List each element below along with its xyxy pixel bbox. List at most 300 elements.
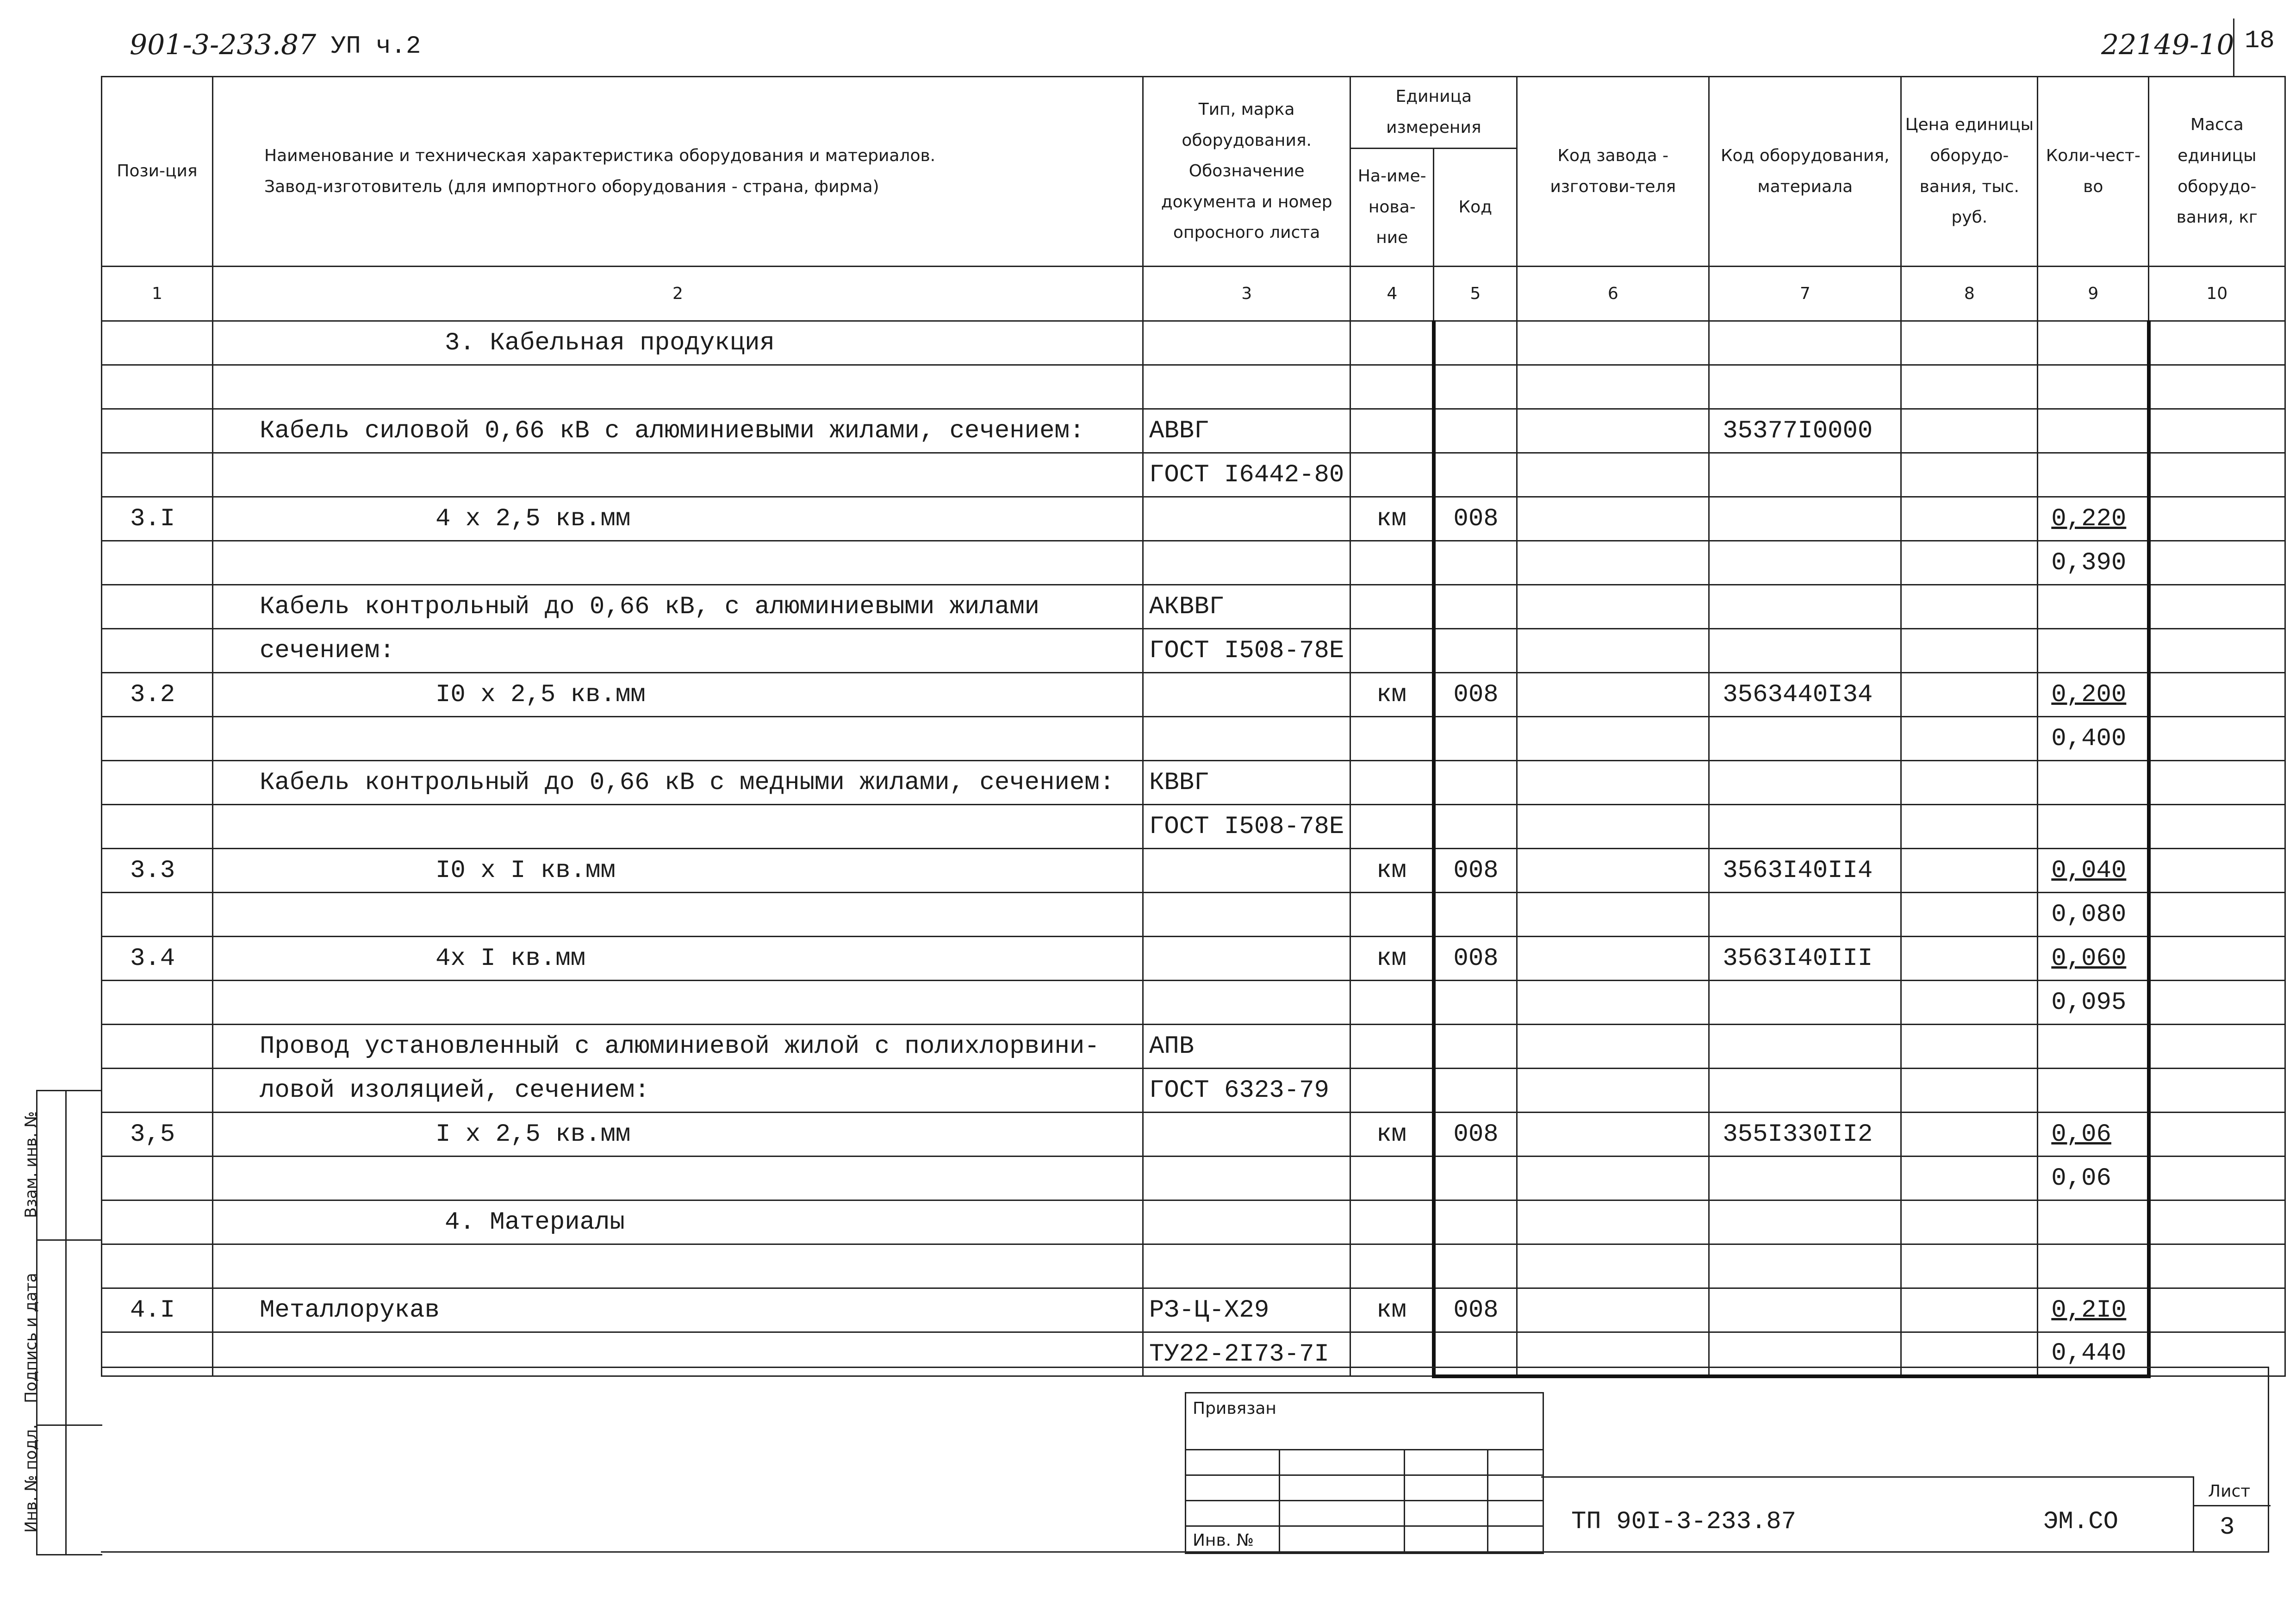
name-cell: Металлорукав	[213, 1288, 1143, 1332]
unit-code-cell: 008	[1434, 849, 1517, 893]
qty-cell: 0,06	[2038, 1157, 2149, 1200]
mass-cell	[2149, 981, 2285, 1025]
mass-cell	[2149, 365, 2285, 409]
price-cell	[1901, 1025, 2038, 1069]
type-cell: РЗ-Ц-Х29	[1143, 1288, 1350, 1332]
unit-cell	[1350, 453, 1434, 497]
price-cell	[1901, 1200, 2038, 1244]
name-cell	[213, 1157, 1143, 1200]
position-cell	[102, 453, 213, 497]
name-cell	[213, 981, 1143, 1025]
unit-cell	[1350, 717, 1434, 761]
unit-code-cell: 008	[1434, 937, 1517, 981]
qty-cell: 0,2I0	[2038, 1288, 2149, 1332]
unit-code-cell	[1434, 1157, 1517, 1200]
position-cell	[102, 629, 213, 673]
price-cell	[1901, 1244, 2038, 1288]
unit-cell	[1350, 1332, 1434, 1376]
sheet-number: 18	[2245, 27, 2275, 55]
unit-code-cell: 008	[1434, 673, 1517, 717]
type-cell	[1143, 1200, 1350, 1244]
name-cell	[213, 805, 1143, 849]
column-number: 7	[1709, 267, 1901, 321]
position-cell	[102, 1069, 213, 1113]
material-code-cell	[1709, 717, 1901, 761]
name-cell	[213, 1244, 1143, 1288]
name-cell: ловой изоляцией, сечением:	[213, 1069, 1143, 1113]
qty-cell	[2038, 629, 2149, 673]
type-cell: АПВ	[1143, 1025, 1350, 1069]
price-cell	[1901, 629, 2038, 673]
type-cell	[1143, 893, 1350, 937]
factory-code-cell	[1517, 585, 1709, 629]
frame-line	[101, 1367, 2269, 1368]
header-qty: Коли-чест-во	[2038, 77, 2149, 267]
list-label: Лист	[2208, 1482, 2251, 1501]
position-cell	[102, 981, 213, 1025]
qty-cell	[2038, 453, 2149, 497]
mass-cell	[2149, 321, 2285, 365]
unit-code-cell	[1434, 453, 1517, 497]
unit-code-cell	[1434, 365, 1517, 409]
position-cell	[102, 409, 213, 453]
name-cell: 4 х 2,5 кв.мм	[213, 497, 1143, 541]
price-cell	[1901, 1288, 2038, 1332]
table-row	[102, 541, 2285, 585]
unit-cell	[1350, 541, 1434, 585]
factory-code-cell	[1517, 1025, 1709, 1069]
factory-code-cell	[1517, 1200, 1709, 1244]
header-factory-code: Код завода - изготови-теля	[1517, 77, 1709, 267]
unit-code-cell	[1434, 585, 1517, 629]
privyazan-label: Привязан	[1193, 1399, 1276, 1418]
mass-cell	[2149, 1025, 2285, 1069]
type-cell: АВВГ	[1143, 409, 1350, 453]
type-cell	[1143, 1157, 1350, 1200]
table-row	[102, 453, 2285, 497]
factory-code-cell	[1517, 497, 1709, 541]
position-cell: 3.I	[102, 497, 213, 541]
factory-code-cell	[1517, 981, 1709, 1025]
qty-cell: 0,080	[2038, 893, 2149, 937]
mass-cell	[2149, 1069, 2285, 1113]
unit-code-cell	[1434, 1025, 1517, 1069]
price-cell	[1901, 673, 2038, 717]
column-number: 4	[1350, 267, 1434, 321]
unit-cell	[1350, 321, 1434, 365]
price-cell	[1901, 1332, 2038, 1376]
material-code-cell	[1709, 629, 1901, 673]
type-cell	[1143, 497, 1350, 541]
table-row	[102, 409, 2285, 453]
position-cell: 3.2	[102, 673, 213, 717]
unit-cell	[1350, 1025, 1434, 1069]
mass-cell	[2149, 893, 2285, 937]
price-cell	[1901, 937, 2038, 981]
table-row	[102, 937, 2285, 981]
type-cell: ГОСТ I6442-80	[1143, 453, 1350, 497]
mass-cell	[2149, 497, 2285, 541]
name-cell: I0 х 2,5 кв.мм	[213, 673, 1143, 717]
table-row	[102, 585, 2285, 629]
factory-code-cell	[1517, 893, 1709, 937]
unit-cell: км	[1350, 937, 1434, 981]
position-cell: 4.I	[102, 1288, 213, 1332]
table-row	[102, 673, 2285, 717]
mass-cell	[2149, 1113, 2285, 1157]
unit-code-cell	[1434, 761, 1517, 805]
factory-code-cell	[1517, 805, 1709, 849]
material-code-cell	[1709, 1025, 1901, 1069]
unit-cell	[1350, 1157, 1434, 1200]
header-mass: Масса единицы оборудо-вания, кг	[2149, 77, 2285, 267]
mass-cell	[2149, 805, 2285, 849]
factory-code-cell	[1517, 1069, 1709, 1113]
table-row	[102, 849, 2285, 893]
unit-cell	[1350, 805, 1434, 849]
unit-cell	[1350, 981, 1434, 1025]
list-number: 3	[2220, 1513, 2235, 1542]
qty-cell	[2038, 1244, 2149, 1288]
qty-cell	[2038, 761, 2149, 805]
position-cell	[102, 1200, 213, 1244]
position-cell	[102, 1025, 213, 1069]
header-price: Цена единицы оборудо-вания, тыс. руб.	[1901, 77, 2038, 267]
name-cell: сечением:	[213, 629, 1143, 673]
strip-vzam-inv	[22, 1091, 102, 1241]
specification-table	[101, 76, 2286, 1378]
archive-number: 22149-10	[2101, 29, 2234, 61]
table-row	[102, 1288, 2285, 1332]
name-cell: I0 х I кв.мм	[213, 849, 1143, 893]
name-cell	[213, 893, 1143, 937]
factory-code-cell	[1517, 321, 1709, 365]
unit-code-cell	[1434, 981, 1517, 1025]
header-position: Пози-ция	[102, 77, 213, 267]
strip-inv-podl	[22, 1424, 102, 1554]
unit-cell	[1350, 365, 1434, 409]
qty-cell	[2038, 1025, 2149, 1069]
table-row	[102, 629, 2285, 673]
table-row	[102, 1332, 2285, 1376]
table-row	[102, 1069, 2285, 1113]
qty-cell: 0,060	[2038, 937, 2149, 981]
material-code-cell	[1709, 585, 1901, 629]
factory-code-cell	[1517, 1332, 1709, 1376]
unit-code-cell	[1434, 541, 1517, 585]
list-box	[2193, 1476, 2271, 1551]
name-cell: Кабель силовой 0,66 кВ с алюминиевыми жилами, сечением:	[213, 409, 1143, 453]
price-cell	[1901, 1157, 2038, 1200]
qty-cell: 0,390	[2038, 541, 2149, 585]
table-row	[102, 1113, 2285, 1157]
strip-podpis-data	[22, 1239, 102, 1426]
factory-code-cell	[1517, 453, 1709, 497]
price-cell	[1901, 321, 2038, 365]
doc-mark: ЭМ.СО	[2043, 1508, 2119, 1536]
position-cell	[102, 541, 213, 585]
factory-code-cell	[1517, 1288, 1709, 1332]
factory-code-cell	[1517, 629, 1709, 673]
qty-cell: 0,220	[2038, 497, 2149, 541]
material-code-cell	[1709, 1157, 1901, 1200]
type-cell: АКВВГ	[1143, 585, 1350, 629]
material-code-cell	[1709, 365, 1901, 409]
qty-cell	[2038, 585, 2149, 629]
table-row	[102, 321, 2285, 365]
unit-code-cell	[1434, 629, 1517, 673]
position-cell	[102, 321, 213, 365]
column-number: 2	[213, 267, 1143, 321]
doc-code: ТП 90I-3-233.87	[1571, 1508, 1797, 1536]
mass-cell	[2149, 453, 2285, 497]
table-row	[102, 497, 2285, 541]
unit-code-cell	[1434, 409, 1517, 453]
table-row	[102, 1157, 2285, 1200]
header-unit-code: Код	[1434, 149, 1517, 267]
column-number-row	[102, 267, 2285, 321]
material-code-cell	[1709, 761, 1901, 805]
position-cell	[102, 761, 213, 805]
unit-code-cell	[1434, 717, 1517, 761]
price-cell	[1901, 981, 2038, 1025]
qty-cell: 0,200	[2038, 673, 2149, 717]
left-stamp-strip	[22, 1090, 102, 1555]
type-cell	[1143, 717, 1350, 761]
material-code-cell	[1709, 1200, 1901, 1244]
table-row	[102, 805, 2285, 849]
type-cell	[1143, 673, 1350, 717]
header-name	[213, 77, 1143, 267]
unit-cell	[1350, 761, 1434, 805]
strip-vzam-inv-label: Взам. инв. №	[22, 1111, 40, 1218]
position-cell: 3.3	[102, 849, 213, 893]
material-code-cell: 3563440I34	[1709, 673, 1901, 717]
unit-cell	[1350, 1069, 1434, 1113]
header-name-line2: Завод-изготовитель (для импортного оборудования - страна, фирма)	[264, 177, 879, 196]
table-row	[102, 893, 2285, 937]
column-number: 5	[1434, 267, 1517, 321]
name-cell: Провод установленный с алюминиевой жилой с полихлорвини-	[213, 1025, 1143, 1069]
material-code-cell	[1709, 497, 1901, 541]
header-unit-group: Единица измерения	[1350, 77, 1517, 149]
position-cell: 3.4	[102, 937, 213, 981]
unit-cell: км	[1350, 673, 1434, 717]
price-cell	[1901, 365, 2038, 409]
unit-cell: км	[1350, 1288, 1434, 1332]
qty-cell: 0,095	[2038, 981, 2149, 1025]
unit-code-cell	[1434, 321, 1517, 365]
material-code-cell	[1709, 1332, 1901, 1376]
unit-cell: км	[1350, 849, 1434, 893]
mass-cell	[2149, 937, 2285, 981]
name-cell	[213, 453, 1143, 497]
name-cell: Кабель контрольный до 0,66 кВ с медными жилами, сечением:	[213, 761, 1143, 805]
name-cell: 3. Кабельная продукция	[213, 321, 1143, 365]
type-cell: ТУ22-2I73-7I	[1143, 1332, 1350, 1376]
header-type: Тип, марка оборудования. Обозначение документа и номер опросного листа	[1143, 77, 1350, 267]
type-cell	[1143, 1113, 1350, 1157]
name-cell	[213, 365, 1143, 409]
column-number: 10	[2149, 267, 2285, 321]
unit-code-cell	[1434, 1200, 1517, 1244]
type-cell	[1143, 321, 1350, 365]
column-number: 9	[2038, 267, 2149, 321]
position-cell	[102, 1244, 213, 1288]
unit-cell	[1350, 1200, 1434, 1244]
factory-code-cell	[1517, 1113, 1709, 1157]
unit-code-cell	[1434, 893, 1517, 937]
strip-inv-podl-label: Инв. № подл.	[22, 1424, 40, 1533]
privyazan-box	[1185, 1392, 1544, 1554]
type-cell	[1143, 1244, 1350, 1288]
qty-cell: 0,040	[2038, 849, 2149, 893]
volume-label: УП ч.2	[331, 32, 421, 61]
name-cell	[213, 541, 1143, 585]
qty-cell	[2038, 365, 2149, 409]
price-cell	[1901, 1113, 2038, 1157]
mass-cell	[2149, 1288, 2285, 1332]
header-material-code: Код оборудования, материала	[1709, 77, 1901, 267]
position-cell	[102, 585, 213, 629]
mass-cell	[2149, 1200, 2285, 1244]
position-cell	[102, 893, 213, 937]
qty-cell: 0,400	[2038, 717, 2149, 761]
price-cell	[1901, 893, 2038, 937]
table-row	[102, 981, 2285, 1025]
price-cell	[1901, 453, 2038, 497]
table-row	[102, 1200, 2285, 1244]
type-cell: КВВГ	[1143, 761, 1350, 805]
factory-code-cell	[1517, 1157, 1709, 1200]
factory-code-cell	[1517, 937, 1709, 981]
factory-code-cell	[1517, 761, 1709, 805]
strip-podpis-data-label: Подпись и дата	[22, 1273, 40, 1403]
position-cell	[102, 717, 213, 761]
unit-cell: км	[1350, 497, 1434, 541]
table-row	[102, 1025, 2285, 1069]
qty-cell	[2038, 321, 2149, 365]
table-row	[102, 717, 2285, 761]
mass-cell	[2149, 761, 2285, 805]
name-cell	[213, 717, 1143, 761]
price-cell	[1901, 409, 2038, 453]
name-cell: Кабель контрольный до 0,66 кВ, с алюминиевыми жилами	[213, 585, 1143, 629]
top-divider	[2233, 19, 2234, 76]
factory-code-cell	[1517, 1244, 1709, 1288]
column-number: 6	[1517, 267, 1709, 321]
qty-cell: 0,440	[2038, 1332, 2149, 1376]
factory-code-cell	[1517, 849, 1709, 893]
name-cell	[213, 1332, 1143, 1376]
project-code: 901-3-233.87	[130, 29, 317, 61]
material-code-cell: 3563I40III	[1709, 937, 1901, 981]
type-cell	[1143, 937, 1350, 981]
material-code-cell	[1709, 893, 1901, 937]
mass-cell	[2149, 409, 2285, 453]
mass-cell	[2149, 1332, 2285, 1376]
material-code-cell	[1709, 981, 1901, 1025]
position-cell	[102, 1157, 213, 1200]
frame-line	[1541, 1476, 2193, 1478]
column-number: 1	[102, 267, 213, 321]
mass-cell	[2149, 585, 2285, 629]
material-code-cell: 3563I40II4	[1709, 849, 1901, 893]
type-cell	[1143, 849, 1350, 893]
type-cell: ГОСТ 6323-79	[1143, 1069, 1350, 1113]
price-cell	[1901, 541, 2038, 585]
price-cell	[1901, 761, 2038, 805]
table-row	[102, 1244, 2285, 1288]
price-cell	[1901, 805, 2038, 849]
unit-code-cell	[1434, 1069, 1517, 1113]
name-cell: 4. Материалы	[213, 1200, 1143, 1244]
column-number: 8	[1901, 267, 2038, 321]
mass-cell	[2149, 541, 2285, 585]
mass-cell	[2149, 629, 2285, 673]
type-cell: ГОСТ I508-78Е	[1143, 629, 1350, 673]
header-name-line1: Наименование и техническая характеристика оборудования и материалов.	[264, 146, 936, 165]
material-code-cell	[1709, 805, 1901, 849]
qty-cell	[2038, 805, 2149, 849]
type-cell	[1143, 365, 1350, 409]
price-cell	[1901, 717, 2038, 761]
qty-cell	[2038, 409, 2149, 453]
unit-cell	[1350, 893, 1434, 937]
position-cell	[102, 365, 213, 409]
unit-code-cell: 008	[1434, 1113, 1517, 1157]
position-cell	[102, 805, 213, 849]
column-number: 3	[1143, 267, 1350, 321]
position-cell: 3,5	[102, 1113, 213, 1157]
type-cell	[1143, 981, 1350, 1025]
mass-cell	[2149, 717, 2285, 761]
table-row	[102, 761, 2285, 805]
table-row	[102, 365, 2285, 409]
material-code-cell	[1709, 321, 1901, 365]
unit-cell	[1350, 1244, 1434, 1288]
unit-code-cell	[1434, 1332, 1517, 1376]
material-code-cell: 355I330II2	[1709, 1113, 1901, 1157]
unit-code-cell: 008	[1434, 1288, 1517, 1332]
position-cell	[102, 1332, 213, 1376]
mass-cell	[2149, 1244, 2285, 1288]
material-code-cell	[1709, 453, 1901, 497]
mass-cell	[2149, 673, 2285, 717]
price-cell	[1901, 1069, 2038, 1113]
inv-no-label: Инв. №	[1193, 1531, 1254, 1550]
unit-code-cell	[1434, 805, 1517, 849]
factory-code-cell	[1517, 673, 1709, 717]
factory-code-cell	[1517, 409, 1709, 453]
unit-cell	[1350, 585, 1434, 629]
type-cell: ГОСТ I508-78Е	[1143, 805, 1350, 849]
material-code-cell	[1709, 1069, 1901, 1113]
unit-code-cell	[1434, 1244, 1517, 1288]
type-cell	[1143, 541, 1350, 585]
unit-code-cell: 008	[1434, 497, 1517, 541]
price-cell	[1901, 497, 2038, 541]
material-code-cell	[1709, 1288, 1901, 1332]
factory-code-cell	[1517, 541, 1709, 585]
price-cell	[1901, 585, 2038, 629]
factory-code-cell	[1517, 365, 1709, 409]
qty-cell	[2038, 1200, 2149, 1244]
mass-cell	[2149, 1157, 2285, 1200]
unit-cell	[1350, 629, 1434, 673]
name-cell: 4х I кв.мм	[213, 937, 1143, 981]
unit-cell	[1350, 409, 1434, 453]
